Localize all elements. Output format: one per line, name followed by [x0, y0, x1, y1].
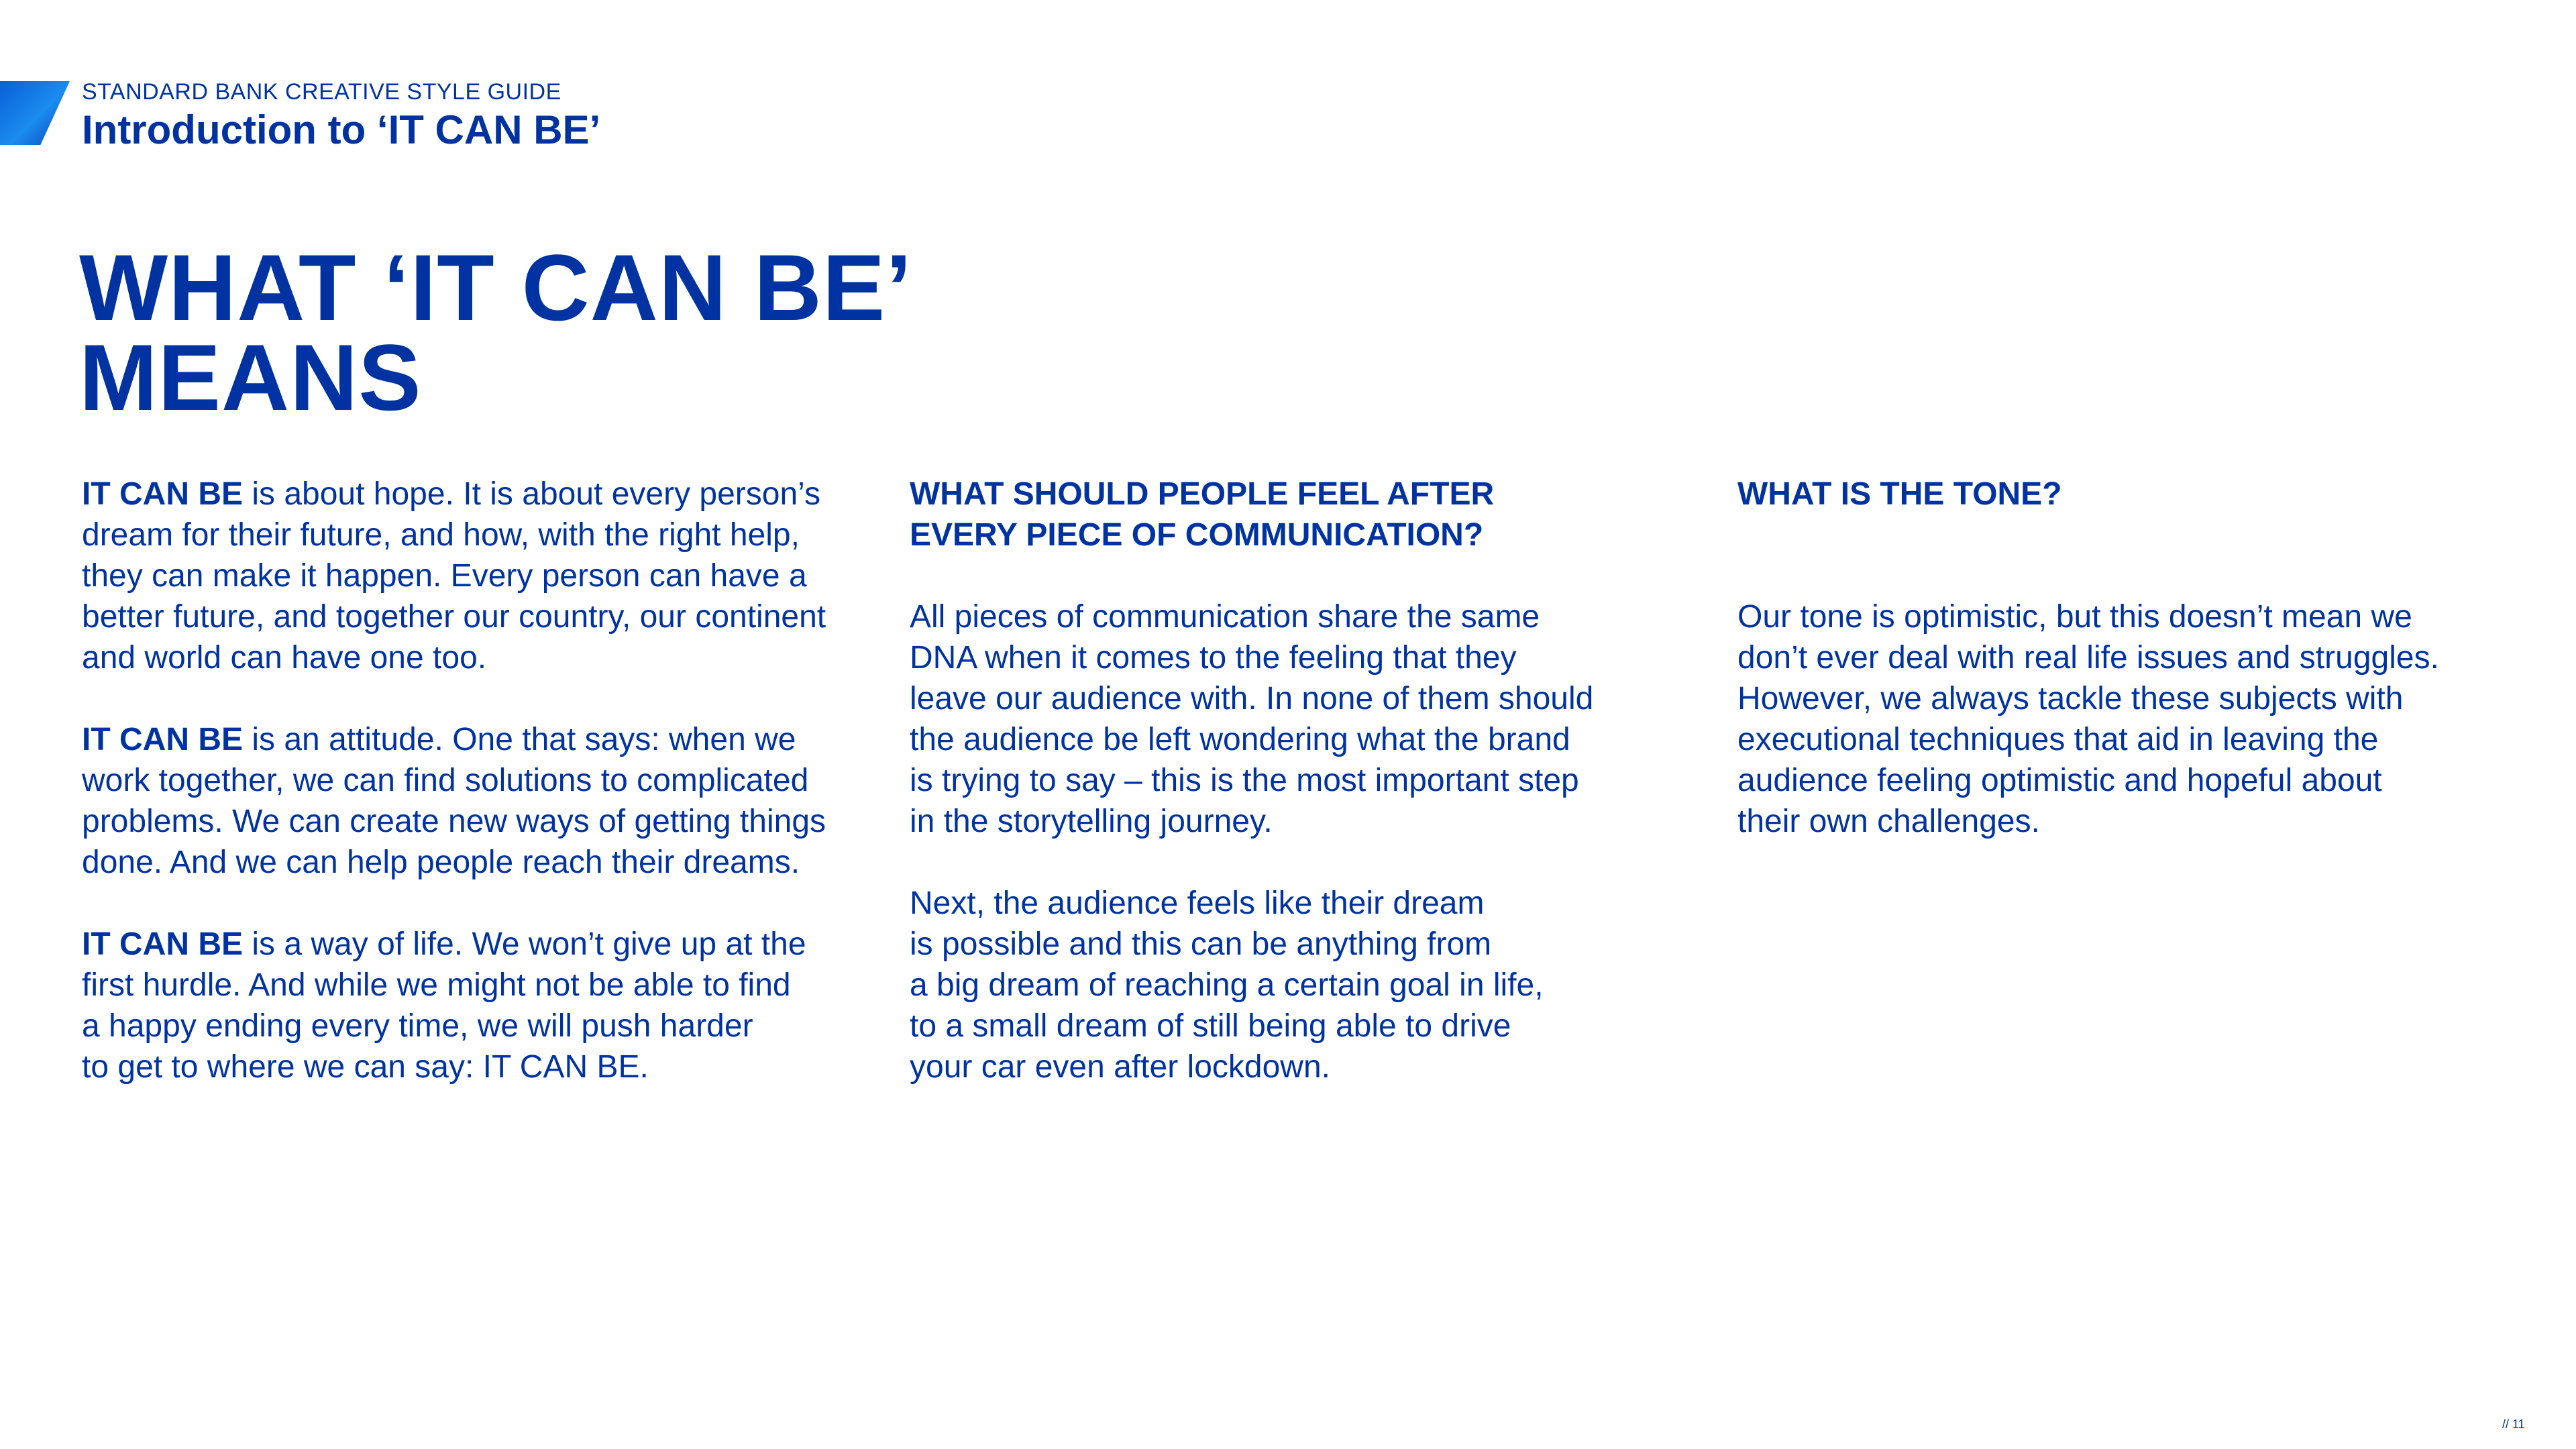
column-heading: [910, 474, 1715, 555]
text-line: dream for their future, and how, with the right help,: [82, 517, 800, 553]
page-number: // 11: [2502, 1417, 2525, 1431]
text-line: in the storytelling journey.: [910, 804, 1273, 839]
column-people-feel: [910, 474, 1715, 1087]
text-line: and world can have one too.: [82, 640, 487, 676]
text-line: done. And we can help people reach their dreams.: [82, 845, 800, 880]
column-it-can-be: [82, 474, 887, 1087]
text-line: to get to where we can say: IT CAN BE.: [82, 1049, 649, 1085]
text-line: DNA when it comes to the feeling that they: [910, 640, 1517, 676]
text-line: problems. We can create new ways of getting things: [82, 804, 826, 839]
text-line: Next, the audience feels like their dream: [910, 885, 1485, 921]
paragraph-tone: [1737, 596, 2542, 842]
text-run: is a way of life. We won’t give up at the: [243, 926, 806, 962]
text-line: the audience be left wondering what the brand: [910, 722, 1570, 757]
paragraph-attitude: [82, 719, 887, 883]
heading-line: EVERY PIECE OF COMMUNICATION?: [910, 517, 1484, 553]
brand-logo-mark: [0, 81, 70, 145]
text-line: All pieces of communication share the same: [910, 599, 1540, 635]
spacer: [1737, 515, 2542, 555]
text-line: first hurdle. And while we might not be able to find: [82, 967, 791, 1003]
column-tone: [1737, 474, 2542, 842]
text-line: [82, 719, 887, 760]
spacer: [910, 842, 1715, 883]
text-line: their own challenges.: [1737, 804, 2040, 839]
paragraph-hope: [82, 474, 887, 678]
spacer: [910, 555, 1715, 596]
lead-phrase: IT CAN BE: [82, 926, 243, 962]
text-line: audience feeling optimistic and hopeful about: [1737, 763, 2382, 798]
text-line: a big dream of reaching a certain goal in life,: [910, 967, 1544, 1003]
paragraph-way-of-life: [82, 924, 887, 1087]
section-title: Introduction to ‘IT CAN BE’: [82, 107, 601, 152]
text-line: [82, 924, 887, 965]
style-guide-label: STANDARD BANK CREATIVE STYLE GUIDE: [82, 79, 561, 105]
text-line: Our tone is optimistic, but this doesn’t mean we: [1737, 599, 2412, 635]
column-heading: [1737, 474, 2542, 515]
text-line: better future, and together our country, our continent: [82, 599, 826, 635]
paragraph-shared-dna: [910, 596, 1715, 842]
text-line: to a small dream of still being able to drive: [910, 1008, 1511, 1044]
text-line: they can make it happen. Every person can have a: [82, 558, 807, 594]
text-line: work together, we can find solutions to complicated: [82, 763, 809, 798]
heading-line: WHAT IS THE TONE?: [1737, 476, 2062, 512]
page-title-line-2: MEANS: [79, 325, 422, 430]
text-line: executional techniques that aid in leaving the: [1737, 722, 2379, 757]
heading-line: WHAT SHOULD PEOPLE FEEL AFTER: [910, 476, 1495, 512]
text-line: [82, 474, 887, 515]
page-title-line-1: WHAT ‘IT CAN BE’: [79, 235, 913, 340]
text-run: is an attitude. One that says: when we: [243, 722, 796, 757]
text-line: a happy ending every time, we will push harder: [82, 1008, 753, 1044]
text-line: don’t ever deal with real life issues and struggles.: [1737, 640, 2439, 676]
lead-phrase: IT CAN BE: [82, 722, 243, 757]
text-line: is possible and this can be anything from: [910, 926, 1492, 962]
text-line: your car even after lockdown.: [910, 1049, 1330, 1085]
text-line: However, we always tackle these subjects with: [1737, 681, 2404, 716]
spacer: [1737, 555, 2542, 596]
text-line: is trying to say – this is the most important step: [910, 763, 1579, 798]
text-line: leave our audience with. In none of them should: [910, 681, 1594, 716]
paragraph-dream-possible: [910, 883, 1715, 1087]
lead-phrase: IT CAN BE: [82, 476, 243, 512]
page-title: [79, 235, 1018, 430]
text-run: is about hope. It is about every person’s: [243, 476, 820, 512]
